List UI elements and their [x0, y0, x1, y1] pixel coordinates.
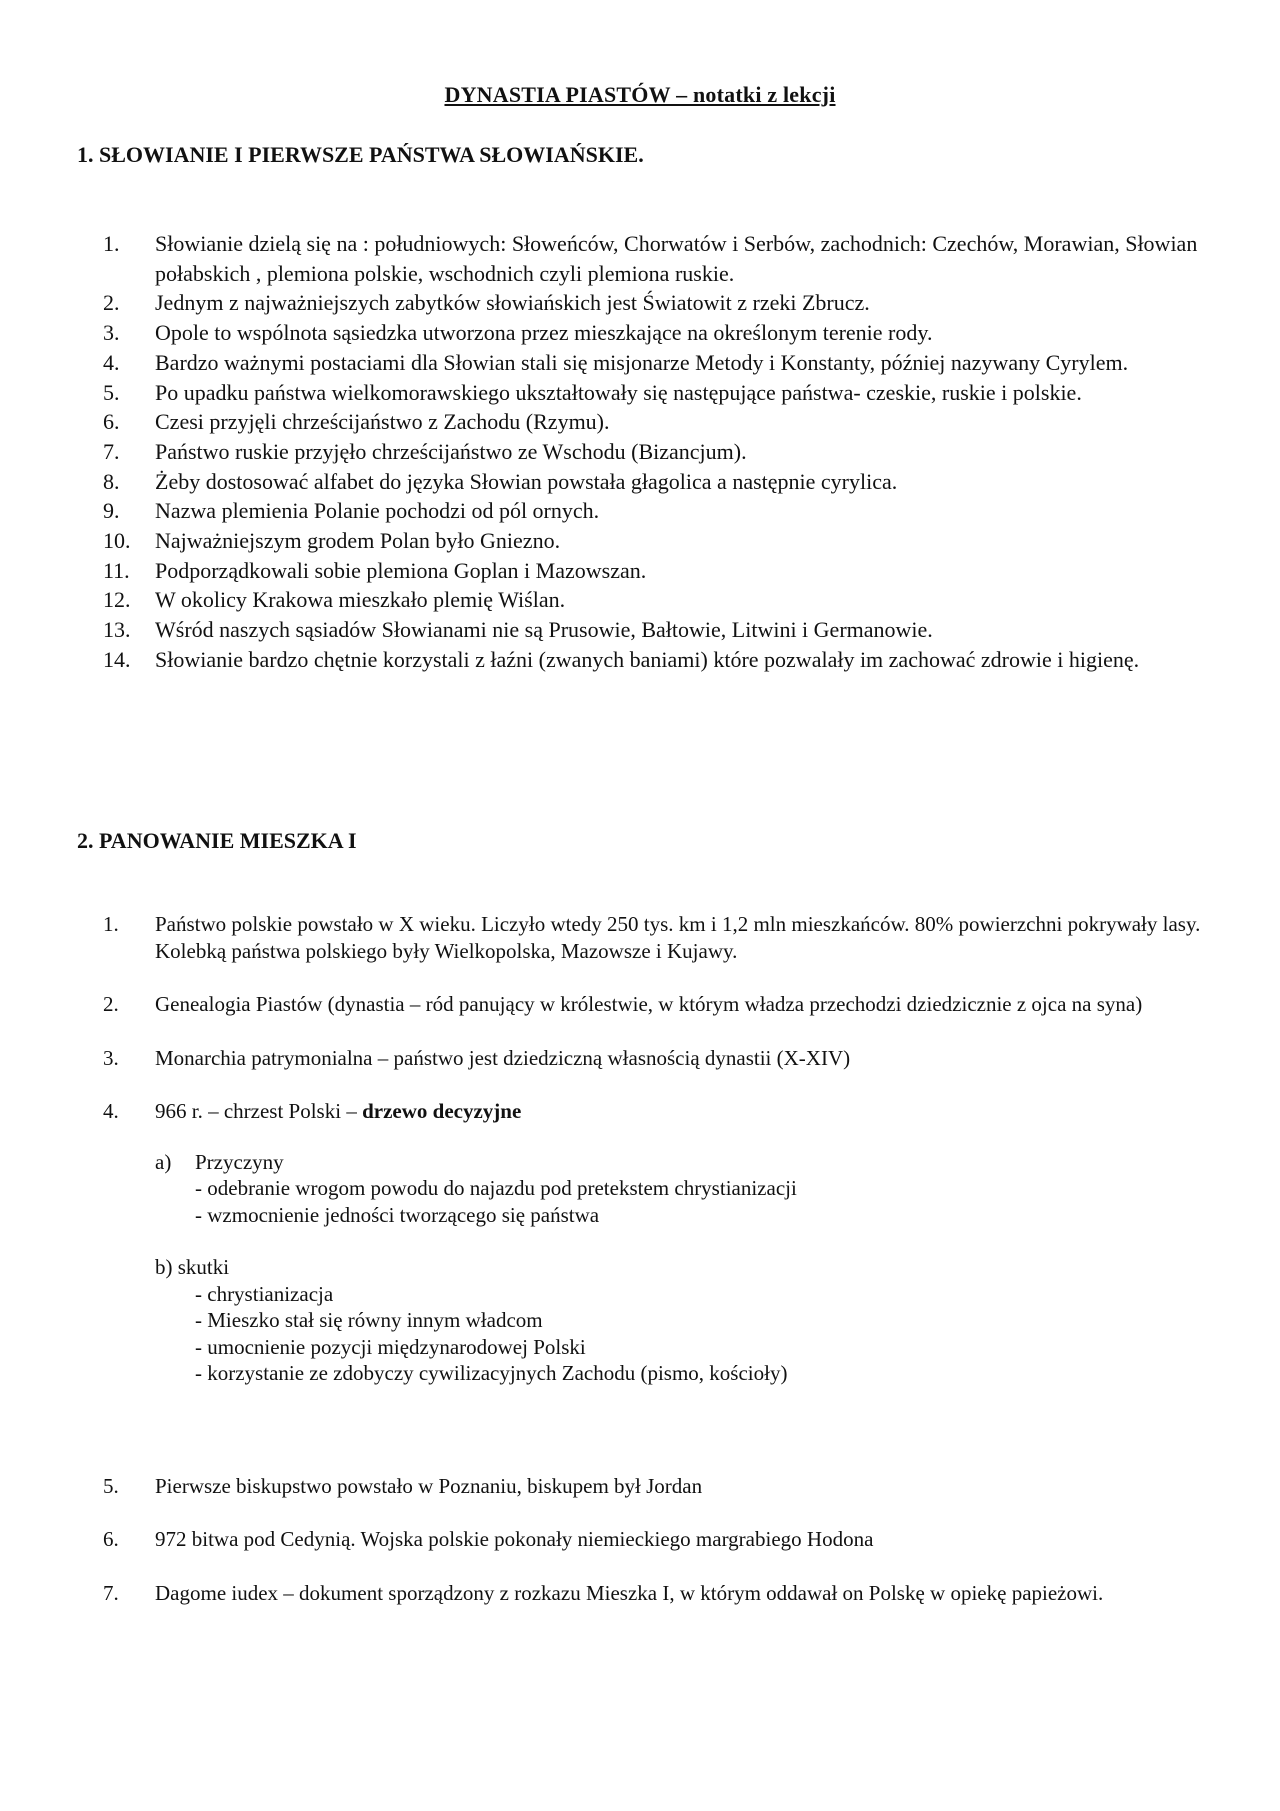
list-item: [0, 467, 1280, 497]
sub-marker: b): [155, 1255, 173, 1279]
list-item: [0, 585, 1280, 615]
item-number: 7.: [103, 438, 120, 464]
list-item: [0, 1526, 1280, 1553]
sub-label-text: skutki: [177, 1255, 230, 1279]
list-item: [0, 615, 1280, 645]
item-text: Czesi przyjęli chrześcijaństwo z Zachodu (Rzymu).: [155, 409, 610, 435]
item-text-bold: drzewo decyzyjne: [362, 1099, 522, 1123]
list-item: [0, 318, 1280, 348]
item-number: 1.: [103, 231, 120, 256]
item-text-prefix: 966 r. – chrzest Polski –: [155, 1099, 363, 1123]
list-item: [0, 991, 1280, 1018]
item-number: 5.: [103, 379, 120, 405]
sub-line: - Mieszko stał się równy innym władcom: [195, 1308, 543, 1332]
item-number: 8.: [103, 468, 120, 494]
sub-line: - wzmocnienie jedności tworzącego się państwa: [195, 1202, 600, 1227]
item-number: 1.: [103, 912, 119, 936]
list-item: [0, 645, 1280, 675]
section-2-list: [0, 911, 1280, 1633]
sub-lines: [195, 1175, 1280, 1228]
sub-list-effects: [155, 1254, 1280, 1387]
item-text: Jednym z najważniejszych zabytków słowiańskich jest Światowit z rzeki Zbrucz.: [155, 290, 870, 316]
sub-line: - odebranie wrogom powodu do najazdu pod pretekstem chrystianizacji: [195, 1176, 797, 1200]
sub-label-effects: [155, 1254, 1280, 1281]
item-text: Genealogia Piastów (dynastia – ród panujący w królestwie, w którym władza przechodzi dziedzicznie z ojca na syna): [155, 992, 1143, 1016]
item-text: Po upadku państwa wielkomorawskiego ukształtowały się następujące państwa- czeskie, ruskie i polskie.: [155, 379, 1082, 405]
item-text: Słowianie dzielą się na : południowych: Słoweńców, Chorwatów i Serbów, zachodnich: Czechów, Morawian, Słowian połabskich , plemiona polskie, wschodnich czyli plemiona ruskie.: [155, 231, 1198, 286]
item-text: Monarchia patrymonialna – państwo jest dziedziczną własnością dynastii (X-XIV): [155, 1045, 851, 1070]
item-text: Państwo polskie powstało w X wieku. Liczyło wtedy 250 tys. km i 1,2 mln mieszkańców. 80% powierzchni pokrywały lasy. Kolebką państwa polskiego były Wielkopolska, Mazowsze i Kujawy.: [155, 912, 1201, 963]
item-text: Opole to wspólnota sąsiedzka utworzona przez mieszkające na określonym terenie rody.: [155, 320, 933, 346]
item-number: 14.: [103, 646, 131, 672]
section-2-heading: 2. PANOWANIE MIESZKA I: [77, 828, 357, 853]
list-item: [0, 348, 1280, 378]
item-number: 7.: [103, 1580, 119, 1605]
item-text: Państwo ruskie przyjęło chrześcijaństwo ze Wschodu (Bizancjum).: [155, 438, 747, 464]
sub-lines: [195, 1281, 1280, 1387]
item-number: 6.: [103, 409, 120, 435]
item-text: Nazwa plemienia Polanie pochodzi od pól ornych.: [155, 498, 600, 524]
document-title: DYNASTIA PIASTÓW – notatki z lekcji: [444, 82, 836, 107]
item-text: W okolicy Krakowa mieszkało plemię Wiślan.: [155, 587, 566, 613]
item-number: 10.: [103, 528, 131, 554]
sub-line: - chrystianizacja: [195, 1281, 334, 1306]
list-item: [0, 437, 1280, 467]
item-text: Najważniejszym grodem Polan było Gniezno.: [155, 528, 561, 554]
sub-list-causes: [155, 1149, 1280, 1229]
item-text: Podporządkowali sobie plemiona Goplan i Mazowszan.: [155, 557, 647, 583]
sub-marker: a): [155, 1149, 172, 1174]
item-text: Bardzo ważnymi postaciami dla Słowian stali się misjonarze Metody i Konstanty, później nazywany Cyrylem.: [155, 349, 1129, 375]
list-item: [0, 378, 1280, 408]
item-number: 4.: [103, 1099, 119, 1123]
sub-line: - korzystanie ze zdobyczy cywilizacyjnych Zachodu (pismo, kościoły): [195, 1361, 788, 1385]
sub-label-causes: [155, 1149, 1280, 1176]
section-1-heading: 1. SŁOWIANIE I PIERWSZE PAŃSTWA SŁOWIAŃSKIE.: [77, 142, 644, 167]
list-item: [0, 526, 1280, 556]
list-item: [0, 1473, 1280, 1500]
item-number: 2.: [103, 290, 120, 316]
sub-line: - umocnienie pozycji międzynarodowej Polski: [195, 1334, 586, 1359]
list-item: [0, 556, 1280, 586]
item-number: 6.: [103, 1527, 119, 1551]
list-item: [0, 1580, 1280, 1607]
item-text: 972 bitwa pod Cedynią. Wojska polskie pokonały niemieckiego margrabiego Hodona: [155, 1527, 874, 1551]
item-number: 3.: [103, 1045, 119, 1070]
item-text: Wśród naszych sąsiadów Słowianami nie są Prusowie, Bałtowie, Litwini i Germanowie.: [155, 617, 933, 643]
item-text: [155, 1098, 1205, 1125]
item-text: Dagome iudex – dokument sporządzony z rozkazu Mieszka I, w którym oddawał on Polskę w opiekę papieżowi.: [155, 1580, 1104, 1605]
list-item: [0, 229, 1280, 288]
list-item: [0, 911, 1280, 964]
item-number: 11.: [103, 557, 130, 583]
item-text: Słowianie bardzo chętnie korzystali z łaźni (zwanych baniami) które pozwalały im zachować zdrowie i higienę.: [155, 646, 1140, 672]
list-item: [0, 288, 1280, 318]
list-item-baptism: [0, 1098, 1280, 1439]
item-number: 2.: [103, 992, 119, 1016]
list-item: [0, 1045, 1280, 1072]
item-number: 4.: [103, 349, 120, 375]
item-number: 3.: [103, 320, 120, 346]
item-number: 9.: [103, 498, 120, 524]
item-number: 12.: [103, 587, 131, 613]
sub-label-text: Przyczyny: [195, 1149, 284, 1174]
item-text: Żeby dostosować alfabet do języka Słowian powstała głagolica a następnie cyrylica.: [155, 468, 898, 494]
list-item: [0, 496, 1280, 526]
item-number: 13.: [103, 617, 131, 643]
list-item: [0, 407, 1280, 437]
item-number: 5.: [103, 1473, 119, 1498]
item-text: Pierwsze biskupstwo powstało w Poznaniu, biskupem był Jordan: [155, 1473, 703, 1498]
section-1-list: [0, 229, 1280, 675]
